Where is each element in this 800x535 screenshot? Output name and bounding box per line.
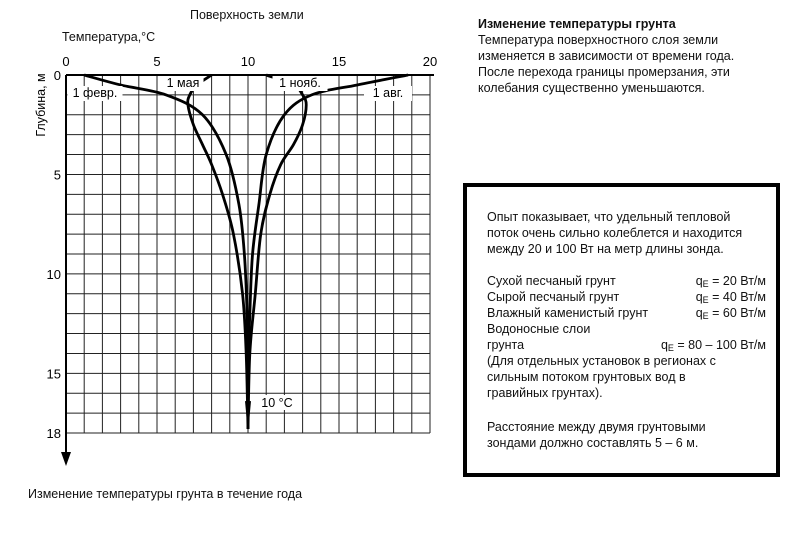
series-label: 1 авг. bbox=[372, 86, 404, 100]
series-label: 1 нояб. bbox=[279, 76, 321, 90]
water-layer-label-2: грунта bbox=[487, 338, 525, 352]
x-tick-label: 5 bbox=[153, 54, 161, 69]
q-symbol: q bbox=[695, 306, 703, 320]
q-subscript: E bbox=[702, 295, 709, 305]
intro-section bbox=[478, 16, 788, 96]
series-label: 1 мая bbox=[166, 76, 200, 90]
series-line bbox=[188, 75, 248, 429]
y-tick-label: 15 bbox=[46, 366, 61, 382]
distance-line-1: Расстояние между двумя грунтовыми bbox=[487, 420, 706, 434]
y-tick-label: 0 bbox=[53, 68, 61, 83]
series-line bbox=[84, 75, 248, 429]
convergence-marker bbox=[245, 401, 251, 433]
chart-title: Поверхность земли bbox=[190, 8, 304, 22]
soil-row-value bbox=[696, 305, 766, 324]
q-symbol: q bbox=[695, 274, 703, 288]
box-intro-line-1: Опыт показывает, что удельный тепловой bbox=[487, 210, 731, 224]
q-value: = 20 Вт/м bbox=[708, 274, 766, 288]
q-symbol: q bbox=[660, 338, 668, 352]
note-line-2: сильным потоком грунтовых вод в bbox=[487, 370, 686, 384]
water-layer-label-1: Водоносные слои bbox=[487, 322, 591, 336]
distance-line-2: зондами должно составлять 5 – 6 м. bbox=[487, 436, 699, 450]
x-tick-label: 0 bbox=[62, 54, 70, 69]
series-line bbox=[248, 75, 408, 429]
x-tick-label: 10 bbox=[240, 54, 256, 69]
intro-heading: Изменение температуры грунта bbox=[478, 17, 676, 31]
series-label: 1 февр. bbox=[72, 86, 118, 100]
y-tick-label: 18 bbox=[46, 426, 61, 441]
x-tick-label: 15 bbox=[331, 54, 347, 69]
q-subscript: E bbox=[702, 279, 709, 289]
intro-text-2: После перехода границы промерзания, эти колебания существенно уменьшаются. bbox=[478, 65, 730, 95]
annotation-label: 10 °С bbox=[261, 396, 293, 410]
x-axis-label: Температура,°С bbox=[62, 30, 156, 44]
q-value: = 80 – 100 Вт/м bbox=[673, 338, 766, 352]
y-axis-arrow bbox=[61, 452, 71, 466]
q-subscript: E bbox=[667, 343, 674, 353]
chart-caption: Изменение температуры грунта в течение года bbox=[28, 487, 303, 501]
y-tick-label: 10 bbox=[46, 266, 61, 282]
soil-row-label: Сырой песчаный грунт bbox=[487, 290, 620, 304]
q-value: = 40 Вт/м bbox=[708, 290, 766, 304]
heat-flux-info-box bbox=[463, 183, 780, 477]
intro-text-1: Температура поверхностного слоя земли изменяется в зависимости от времени года. bbox=[478, 33, 735, 63]
soil-row-label: Сухой песчаный грунт bbox=[487, 274, 616, 288]
q-symbol: q bbox=[695, 290, 703, 304]
note-line-3: гравийных грунтах). bbox=[487, 386, 603, 400]
note-line-1: (Для отдельных установок в регионах с bbox=[487, 354, 716, 368]
y-tick-label: 5 bbox=[53, 167, 61, 183]
y-axis-label: Глубина, м bbox=[34, 73, 48, 137]
q-subscript: E bbox=[702, 311, 709, 321]
box-intro-line-2: поток очень сильно колеблется и находится bbox=[487, 226, 743, 240]
soil-row-label: Влажный каменистый грунт bbox=[487, 306, 649, 320]
x-tick-label: 20 bbox=[422, 54, 438, 69]
box-intro-line-3: между 20 и 100 Вт на метр длины зонда. bbox=[487, 242, 724, 256]
q-value: = 60 Вт/м bbox=[708, 306, 766, 320]
